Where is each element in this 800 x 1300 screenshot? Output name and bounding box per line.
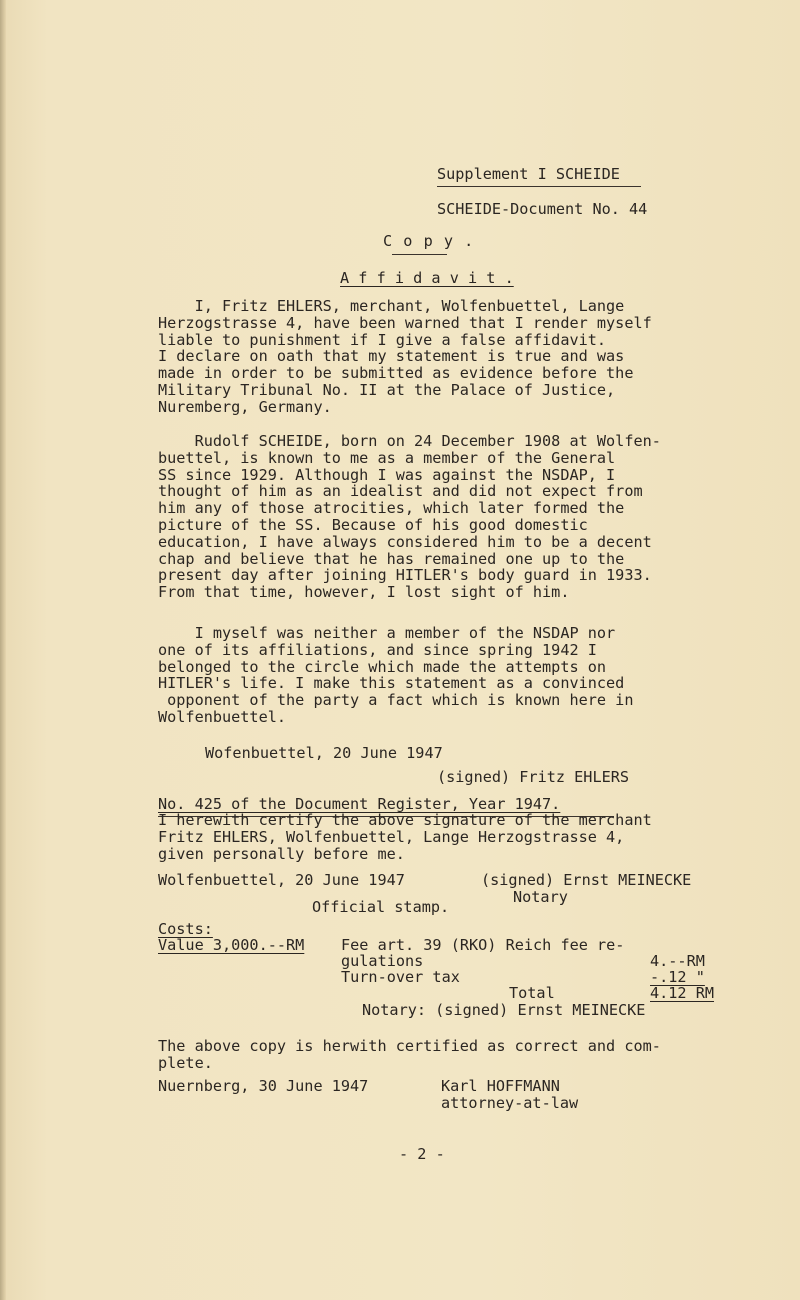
total-amount: 4.12 RM	[650, 984, 715, 1002]
costs-value: Value 3,000.--RM	[158, 936, 305, 954]
paragraph-self: I myself was neither a member of the NSDAP nor one of its affiliations, and since spring 1942 I belonged to the circle which made the attempts on HITLER's life. I make this statement as a convinced opponent of the party a fact which is known here in Wolfenbuettel.	[158, 624, 634, 726]
official-stamp: Official stamp.	[312, 898, 450, 916]
notary-certify-text: I herewith certify the above signature of the merchant Fritz EHLERS, Wolfenbuettel, Lange Herzogstrasse 4, given personally before me.	[158, 811, 652, 863]
costs-heading: Costs:	[158, 920, 213, 938]
certification-place-date: Nuernberg, 30 June 1947	[158, 1077, 369, 1095]
notary-signed: (signed) Ernst MEINECKE	[481, 871, 692, 889]
supplement-line: Supplement I SCHEIDE	[437, 165, 620, 183]
notary-place-date: Wolfenbuettel, 20 June 1947	[158, 871, 405, 889]
supplement-underline	[437, 186, 641, 187]
paragraph-declaration: I, Fritz EHLERS, merchant, Wolfenbuettel, Lange Herzogstrasse 4, have been warned that I render myself liable to punishment if I give a false affidavit. I declare on oath that my statement is true and was made in order to be submitted as evidence before the Military Tribunal No. II at the Palace of Justice, Nuremberg, Germany.	[158, 297, 652, 416]
copy-certification-text: The above copy is herwith certified as correct and com- plete.	[158, 1037, 661, 1072]
document-register-line: No. 425 of the Document Register, Year 1947.	[158, 795, 561, 813]
paragraph-scheide: Rudolf SCHEIDE, born on 24 December 1908 at Wolfen- buettel, is known to me as a member of the General SS since 1929. Although I was against the NSDAP, I thought of him as an idealist and did not expect from him any of those atrocities, which later formed the picture of the SS. Because of his good domestic education, I have always considered him to be a decent chap and believe that he has remained one up to the present day after joining HITLER's body guard in 1933. From that time, however, I lost sight of him.	[158, 432, 661, 602]
copy-heading: C o p y .	[383, 232, 475, 250]
turnover-amount: -.12 "	[650, 968, 705, 986]
total-label: Total	[509, 984, 555, 1002]
copy-underline	[392, 254, 447, 255]
signature-place-date: Wofenbuettel, 20 June 1947	[205, 744, 443, 762]
page-edge-shadow	[0, 0, 6, 1300]
fee-line-1: Fee art. 39 (RKO) Reich fee re-	[341, 936, 625, 954]
page-number: - 2 -	[399, 1145, 445, 1163]
costs-notary-signed: Notary: (signed) Ernst MEINECKE	[362, 1001, 646, 1019]
notary-label: Notary	[513, 888, 568, 906]
turnover-label: Turn-over tax	[341, 968, 460, 986]
signature-ehlers: (signed) Fritz EHLERS	[437, 768, 630, 786]
document-number: SCHEIDE-Document No. 44	[437, 200, 648, 218]
fee-line-2: gulations	[341, 952, 424, 970]
fee-amount: 4.--RM	[650, 952, 705, 970]
affidavit-title: A f f i d a v i t .	[340, 269, 514, 287]
attorney-title: attorney-at-law	[441, 1094, 579, 1112]
attorney-name: Karl HOFFMANN	[441, 1077, 560, 1095]
